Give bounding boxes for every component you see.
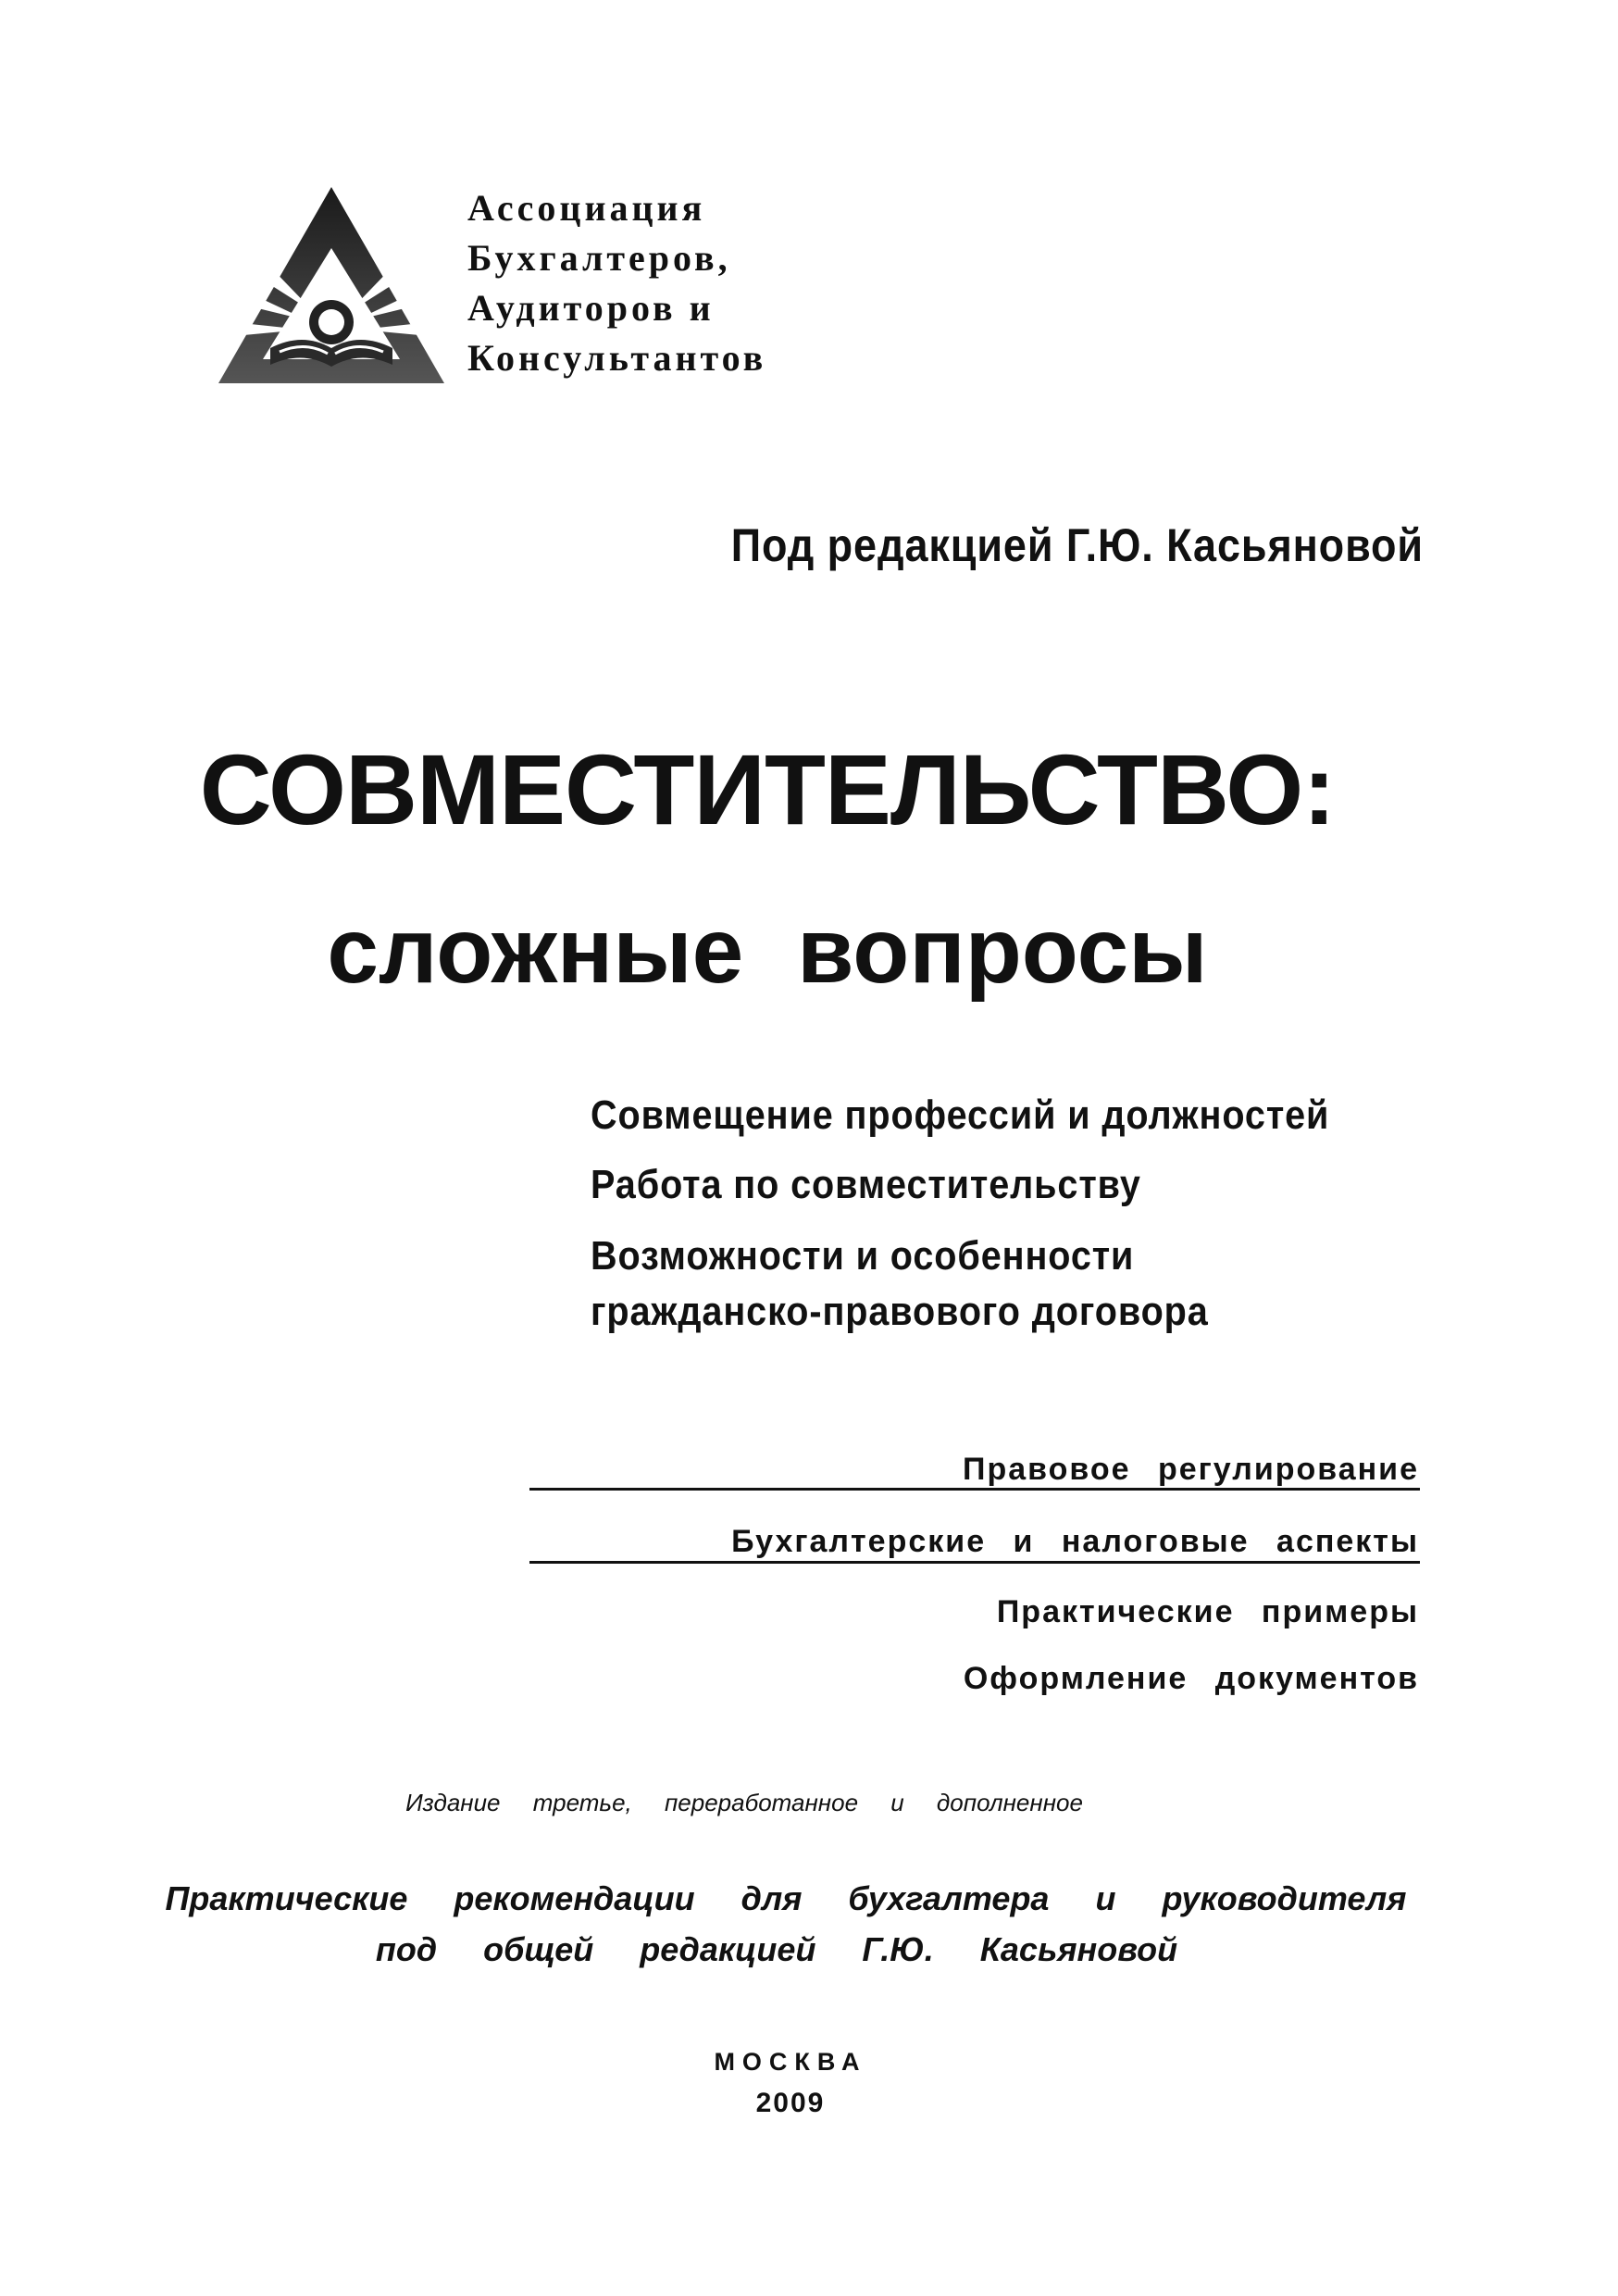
editor-line: Под редакцией Г.Ю. Касьяновой [730,519,1424,571]
aspect-underline [529,1488,1420,1491]
publisher-name-line: Бухгалтеров, [467,237,731,279]
publisher-name-line: Консультантов [467,337,767,379]
publisher-name [467,183,766,383]
imprint-city: МОСКВА [714,2048,867,2076]
book-title-sub: сложные вопросы [327,899,1208,1003]
topic-item: Совмещение профессий и должностей [591,1092,1330,1138]
publisher-name-line: Аудиторов и [467,287,715,329]
aspect-item: Практические примеры [996,1594,1419,1629]
aspect-item: Бухгалтерские и налоговые аспекты [731,1524,1419,1559]
aspect-underline [529,1561,1420,1564]
edition-note: Издание третье, переработанное и дополненное [405,1789,1083,1816]
topic-item: Работа по совместительству [591,1162,1141,1207]
aspect-item: Оформление документов [963,1661,1419,1696]
recommendations-line: Практические рекомендации для бухгалтера и руководителя [165,1879,1407,1917]
aspect-item: Правовое регулирование [963,1452,1419,1487]
book-title-main: СОВМЕСТИТЕЛЬСТВО: [199,733,1336,845]
topic-item: гражданско-правового договора [591,1289,1209,1334]
publisher-name-line: Ассоциация [467,187,706,229]
association-emblem-icon [215,183,448,387]
recommendations-line: под общей редакцией Г.Ю. Касьяновой [375,1930,1178,1968]
topic-item: Возможности и особенности [591,1233,1135,1279]
imprint-year: 2009 [755,2088,826,2118]
